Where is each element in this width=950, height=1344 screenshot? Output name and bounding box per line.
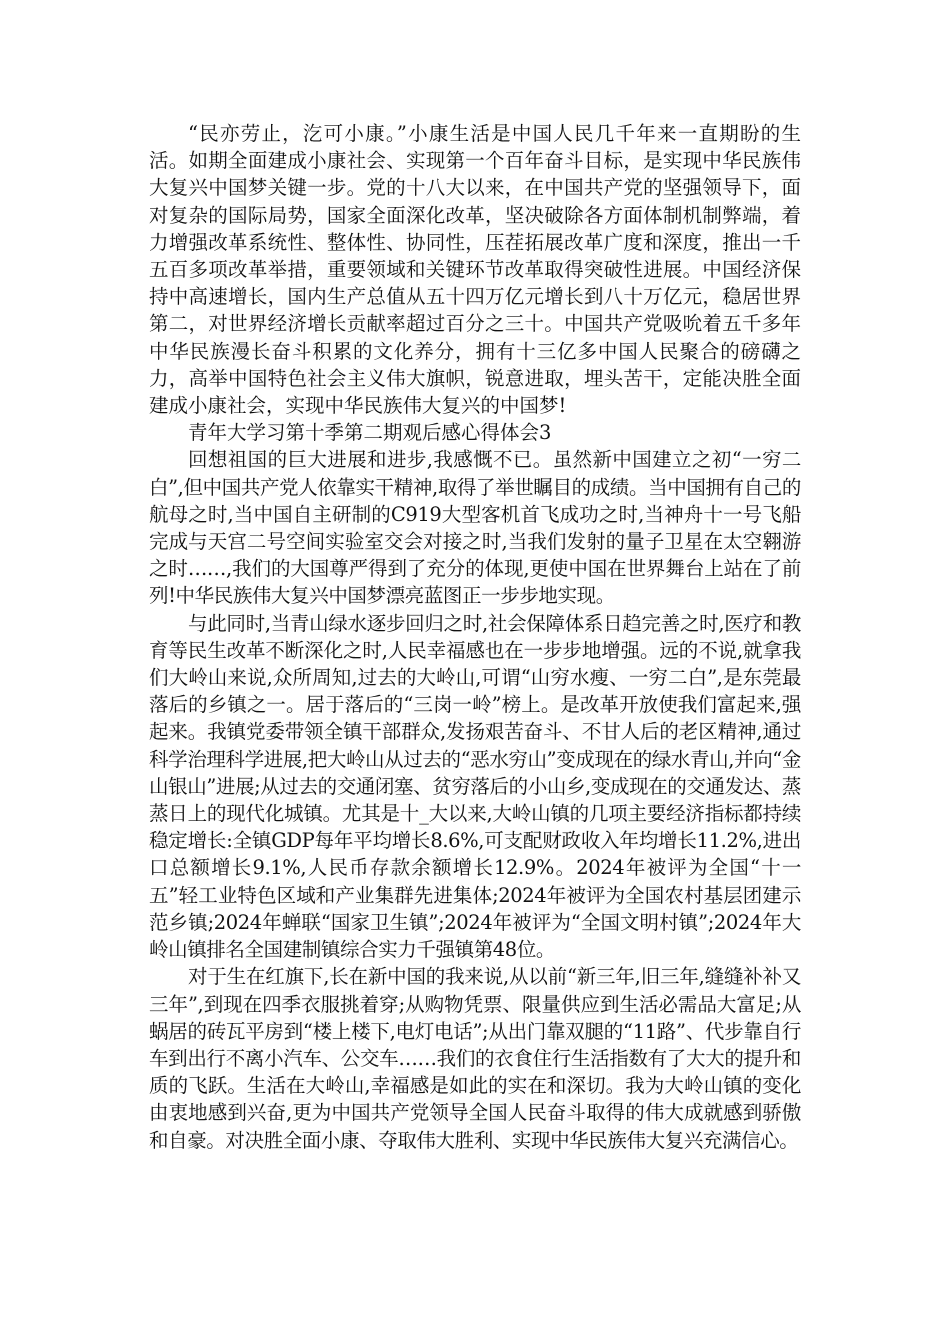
paragraph-xiaokang: “民亦劳止，汔可小康。”小康生活是中国人民几千年来一直期盼的生活。如期全面建成小康社会、实现第一个百年奋斗目标，是实现中华民族伟大复兴中国梦关键一步。党的十八大以来，在中国共产党的坚强领导下，面对复杂的国际局势，国家全面深化改革，坚决破除各方面体制机制弊端，着力增强改革系统性、整体性、协同性，压茬拓展改革广度和深度，推出一千五百多项改革举措，重要领域和关键环节改革取得突破性进展。中国经济保持中高速增长，国内生产总值从五十四万亿元增长到八十万亿元，稳居世界第二，对世界经济增长贡献率超过百分之三十。中国共产党吸吮着五千多年中华民族漫长奋斗积累的文化养分，拥有十三亿多中国人民聚合的磅礴之力，高举中国特色社会主义伟大旗帜，锐意进取，埋头苦干，定能决胜全面建成小康社会，实现中华民族伟大复兴的中国梦! [149,122,801,418]
paragraph-progress: 回想祖国的巨大进展和进步,我感慨不已。虽然新中国建立之初“一穷二白”,但中国共产党人依靠实干精神,取得了举世瞩目的成绩。当中国拥有自己的航母之时,当中国自主研制的C919大型客机首飞成功之时,当神舟十一号飞船完成与天宫二号空间实验室交会对接之时,当我们发射的量子卫星在太空翱游之时……,我们的大国尊严得到了充分的体现,更使中国在世界舞台上站在了前列!中华民族伟大复兴中国梦漂亮蓝图正一步步地实现。 [149,448,801,608]
paragraph-dalingshan: 与此同时,当青山绿水逐步回归之时,社会保障体系日趋完善之时,医疗和教育等民生改革不断深化之时,人民幸福感也在一步步地增强。远的不说,就拿我们大岭山来说,众所周知,过去的大岭山,可谓“山穷水瘦、一穷二白”,是东莞最落后的乡镇之一。居于落后的“三岗一岭”榜上。是改革开放使我们富起来,强起来。我镇党委带领全镇干部群众,发扬艰苦奋斗、不甘人后的老区精神,通过科学治理科学进展,把大岭山从过去的“恶水穷山”变成现在的绿水青山,并向“金山银山”进展;从过去的交通闭塞、贫穷落后的小山乡,变成现在的交通发达、蒸蒸日上的现代化城镇。尤其是十_大以来,大岭山镇的几项主要经济指标都持续稳定增长:全镇GDP每年平均增长8.6%,可支配财政收入年均增长11.2%,进出口总额增长9.1%,人民币存款余额增长12.9%。2024年被评为全国“十一五”轻工业特色区域和产业集群先进集体;2024年被评为全国农村基层团建示范乡镇;2024年蝉联“国家卫生镇”;2024年被评为“全国文明村镇”;2024年大岭山镇排名全国建制镇综合实力千强镇第48位。 [149,611,801,962]
section-heading: 青年大学习第十季第二期观后感心得体会3 [188,421,552,445]
document-body [149,120,801,1154]
paragraph-life-changes: 对于生在红旗下,长在新中国的我来说,从以前“新三年,旧三年,缝缝补补又三年”,到现在四季衣服挑着穿;从购物凭票、限量供应到生活必需品大富足;从蜗居的砖瓦平房到“楼上楼下,电灯电话”;从出门靠双腿的“11路”、代步靠自行车到出行不离小汽车、公交车……我们的衣食住行生活指数有了大大的提升和质的飞跃。生活在大岭山,幸福感是如此的实在和深切。我为大岭山镇的变化由衷地感到兴奋,更为中国共产党领导全国人民奋斗取得的伟大成就感到骄傲和自豪。对决胜全面小康、夺取伟大胜利、实现中华民族伟大复兴充满信心。 [149,965,801,1152]
